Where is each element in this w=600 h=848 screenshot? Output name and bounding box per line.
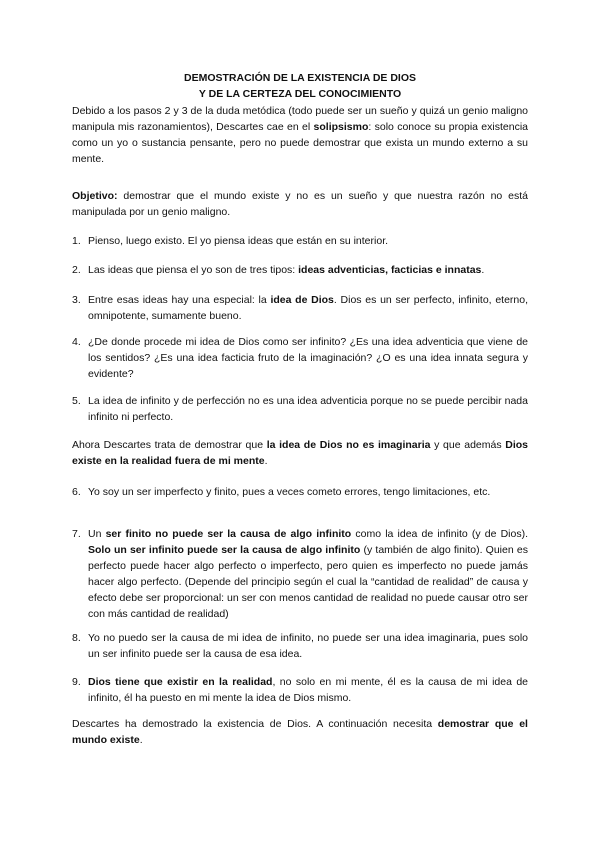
list-item-3: 3. Entre esas ideas hay una especial: la idea de Dios. Dios es un ser perfecto, infinito, eterno, omnipotente, sumamente bueno. <box>72 294 529 322</box>
list-number: 6. <box>72 486 81 498</box>
transition-paragraph: Ahora Descartes trata de demostrar que la idea de Dios no es imaginaria y que además Dios existe en la realidad fuera de mi mente. <box>72 439 529 467</box>
list-number: 9. <box>72 676 81 688</box>
list-number: 3. <box>72 294 81 306</box>
list-number: 8. <box>72 632 81 644</box>
intro-paragraph: Debido a los pasos 2 y 3 de la duda metódica (todo puede ser un sueño y quizá un genio maligno manipula mis razonamientos), Descartes cae en el solipsismo: solo conoce su propia existencia como un yo o sustancia pensante, pero no puede demostrar que exista un mundo externo a su mente. <box>72 105 529 165</box>
list-number: 1. <box>72 235 81 247</box>
list-item-7: 7. Un ser finito no puede ser la causa de algo infinito como la idea de infinito (y de Dios). Solo un ser infinito puede ser la causa de algo infinito (y también de algo finito). Quien es perfecto puede hacer algo perfecto o imperfecto, pero quien es imperfecto no puede jamás hacer algo perfecto. (Depende del principio según el cual la “cantidad de realidad” de causa y efecto debe ser proporcional: un ser con menos cantidad de realidad no puede causar otro ser con más cantidad de realidad) <box>72 528 528 620</box>
title-line-2: Y DE LA CERTEZA DEL CONOCIMIENTO <box>198 88 402 100</box>
list-item-5: 5. La idea de infinito y de perfección no es una idea adventicia porque no se puede percibir nada infinito ni perfecto. <box>72 395 528 423</box>
list-number: 4. <box>72 336 81 348</box>
list-item-9: 9. Dios tiene que existir en la realidad, no solo en mi mente, él es la causa de mi idea de infinito, él ha puesto en mi mente la idea de Dios mismo. <box>72 676 528 704</box>
list-item-4: 4. ¿De donde procede mi idea de Dios como ser infinito? ¿Es una idea adventicia que viene de los sentidos? ¿Es una idea facticia fruto de la imaginación? ¿O es una idea innata segura y evidente? <box>72 336 528 380</box>
closing-paragraph: Descartes ha demostrado la existencia de Dios. A continuación necesita demostrar que el mundo existe. <box>72 718 528 746</box>
list-number: 2. <box>72 264 81 276</box>
list-item-6: 6. Yo soy un ser imperfecto y finito, pues a veces cometo errores, tengo limitaciones, etc. <box>72 486 491 498</box>
document-title <box>0 70 600 102</box>
title-line-1: DEMOSTRACIÓN DE LA EXISTENCIA DE DIOS <box>184 72 416 84</box>
objective-paragraph: Objetivo: demostrar que el mundo existe y no es un sueño y que nuestra razón no está manipulada por un genio maligno. <box>72 190 528 218</box>
list-number: 7. <box>72 528 81 540</box>
list-item-1: 1. Pienso, luego existo. El yo piensa ideas que están en su interior. <box>72 235 389 247</box>
list-item-2: 2. Las ideas que piensa el yo son de tres tipos: ideas adventicias, facticias e innatas. <box>72 264 485 276</box>
solipsismo-term: solipsismo <box>313 121 369 133</box>
list-item-8: 8. Yo no puedo ser la causa de mi idea de infinito, no puede ser una idea imaginaria, pues solo un ser infinito puede ser la causa de esa idea. <box>72 632 528 660</box>
list-number: 5. <box>72 395 81 407</box>
objective-label: Objetivo: <box>72 190 118 202</box>
